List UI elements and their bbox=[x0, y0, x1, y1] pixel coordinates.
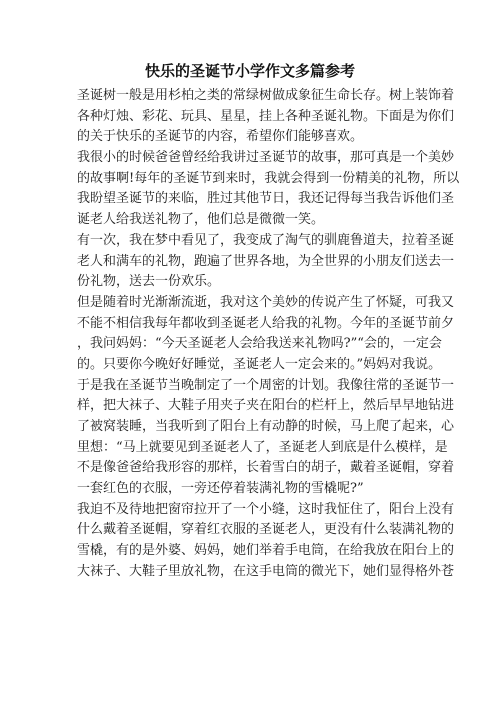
text-line: 不能不相信我每年都收到圣诞老人给我的礼物。今年的圣诞节前夕 bbox=[77, 315, 455, 331]
paragraph-childhood-story bbox=[77, 148, 460, 231]
text-line: 我迫不及待地把窗帘拉开了一个小缝，这时我怔住了，阳台上没有 bbox=[77, 501, 455, 517]
document-body bbox=[77, 86, 460, 583]
text-line: 诞老人给我送礼物了，他们总是微微一笑。 bbox=[77, 212, 325, 228]
text-line: 雪橇，有的是外婆、妈妈，她们举着手电筒，在给我放在阳台上的 bbox=[77, 543, 455, 559]
paragraph-intro bbox=[77, 86, 455, 148]
paragraph-plan bbox=[77, 376, 455, 500]
text-line: 大袜子、大鞋子里放礼物，在这手电筒的微光下，她们显得格外苍 bbox=[77, 563, 455, 579]
text-line: 的故事啊!每年的圣诞节到来时，我就会得到一份精美的礼物，所以 bbox=[77, 170, 460, 186]
paragraph-discovery bbox=[77, 500, 455, 583]
text-line: 里想：“马上就要见到圣诞老人了，圣诞老人到底是什么模样，是 bbox=[77, 439, 448, 455]
text-line: 有一次，我在梦中看见了，我变成了淘气的驯鹿鲁道夫，拉着圣诞 bbox=[77, 232, 455, 248]
text-line: 于是我在圣诞节当晚制定了一个周密的计划。我像往常的圣诞节一 bbox=[77, 377, 455, 393]
text-line: 不是像爸爸给我形容的那样，长着雪白的胡子，戴着圣诞帽，穿着 bbox=[77, 460, 455, 476]
document-title: 快乐的圣诞节小学作文多篇参考 bbox=[144, 62, 355, 80]
text-line: 我很小的时候爸爸曾经给我讲过圣诞节的故事，那可真是一个美妙 bbox=[77, 150, 455, 166]
text-line: 份礼物，送去一份欢乐。 bbox=[77, 274, 221, 290]
text-line: ，我问妈妈：“今天圣诞老人会给我送来礼物吗?”“会的，一定会 bbox=[77, 336, 442, 352]
text-line: 老人和满车的礼物，跑遍了世界各地，为全世界的小朋友们送去一 bbox=[77, 253, 455, 269]
paragraph-dream bbox=[77, 231, 455, 293]
text-line: 什么戴着圣诞帽，穿着红衣服的圣诞老人，更没有什么装满礼物的 bbox=[77, 522, 455, 538]
text-line: 但是随着时光渐渐流逝，我对这个美妙的传说产生了怀疑，可我又 bbox=[77, 294, 455, 310]
text-line: 我盼望圣诞节的来临，胜过其他节日，我还记得每当我告诉他们圣 bbox=[77, 191, 455, 207]
text-line: 圣诞树一般是用杉柏之类的常绿树做成象征生命长存。树上装饰着 bbox=[77, 88, 455, 103]
paragraph-doubt bbox=[77, 293, 455, 376]
text-line: 一套红色的衣服，一旁还停着装满礼物的雪橇呢?” bbox=[77, 481, 364, 497]
text-line: 了被窝装睡，当我听到了阳台上有动静的时候，马上爬了起来，心 bbox=[77, 419, 455, 434]
text-line: 的关于快乐的圣诞节的内容，希望你们能够喜欢。 bbox=[77, 129, 364, 145]
text-line: 样，把大袜子、大鞋子用夹子夹在阳台的栏杆上，然后早早地钻进 bbox=[77, 398, 455, 414]
text-line: 各种灯烛、彩花、玩具、星星，挂上各种圣诞礼物。下面是为你们 bbox=[77, 108, 455, 124]
text-line: 的。只要你今晚好好睡觉，圣诞老人一定会来的。”妈妈对我说。 bbox=[77, 356, 442, 372]
